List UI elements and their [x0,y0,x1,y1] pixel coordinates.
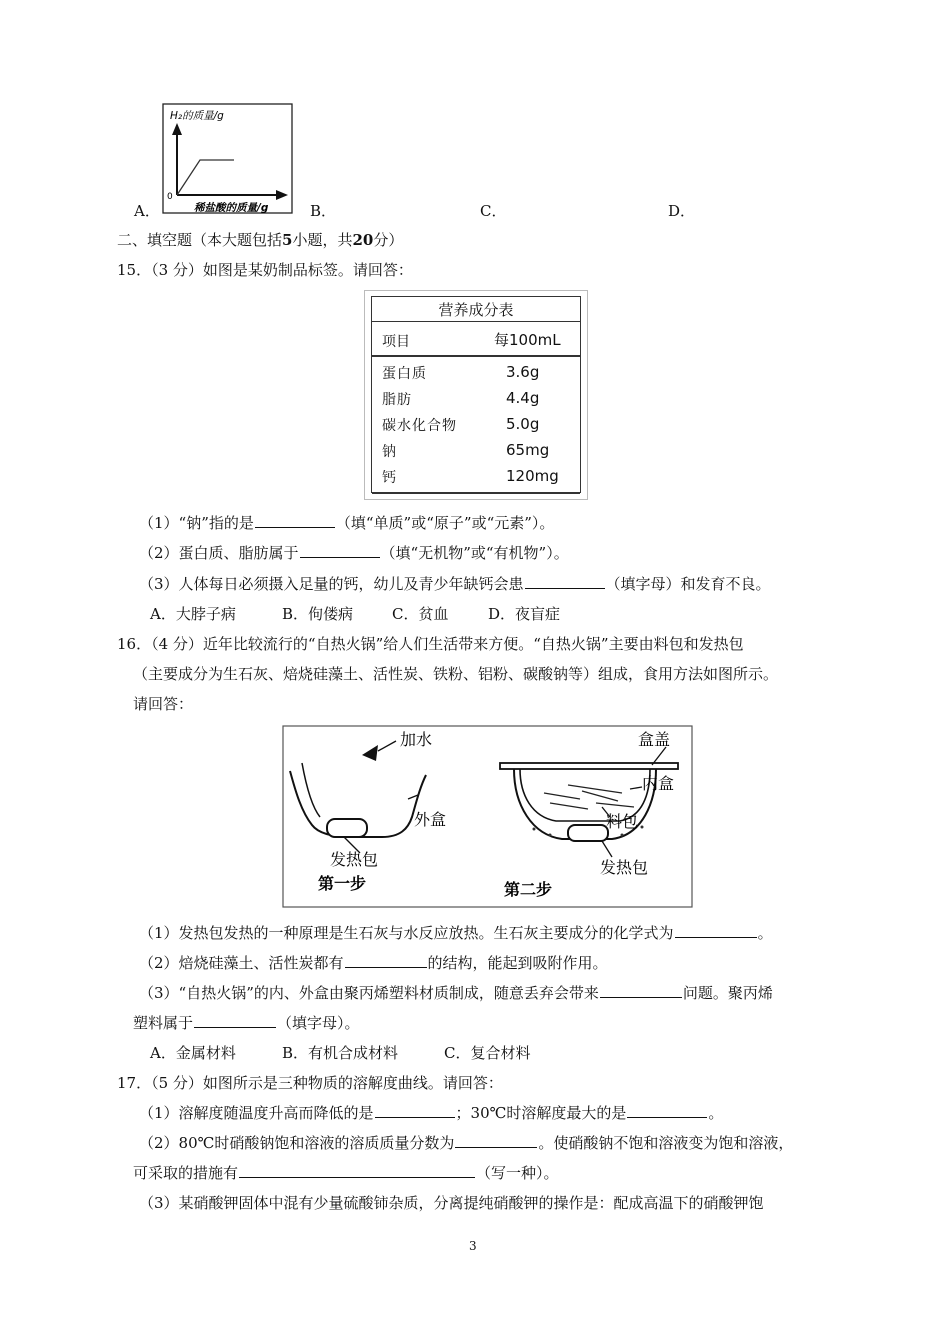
q15-s1: （1）“钠”指的是 （填“单质”或“原子”或“元素”）。 [139,514,555,532]
q15-stem: 15．（3 分）如图是某奶制品标签。请回答： [117,261,413,279]
label-food-pack: 料包 [606,812,639,831]
q17-stem: 17．（5 分）如图所示是三种物质的溶解度曲线。请回答： [117,1074,503,1092]
nutrition-row-value: 3.6g [506,363,540,381]
option-d-label: D． [668,202,696,220]
q16-stem-1: 16．（4 分）近年比较流行的“自热火锅”给人们生活带来方便。“自热火锅”主要由料包和发热包 [117,635,744,653]
nutrition-header-item: 项目 [382,334,410,350]
nutrition-row-name: 脂肪 [382,392,412,408]
label-outer-box: 外盒 [414,810,447,829]
q15-s2: （2）蛋白质、脂肪属于 （填“无机物”或“有机物”）。 [139,544,569,562]
nutrition-header-amount: 每100mL [494,331,561,349]
q16-s2: （2）焙烧硅藻土、活性炭都有 的结构，能起到吸附作用。 [139,954,608,972]
q16-s3: （3）“自热火锅”的内、外盒由聚丙烯塑料材质制成，随意丢弃会带来 问题。聚丙烯 [139,984,773,1002]
nutrition-row-value: 5.0g [506,415,540,433]
label-heat-pack-2: 发热包 [600,858,649,877]
q16-option-a: A．金属材料 [150,1044,236,1062]
label-lid: 盒盖 [638,730,671,749]
nutrition-row-value: 4.4g [506,389,540,407]
option-b-label: B． [310,202,337,220]
q16-option-c: C．复合材料 [444,1044,531,1062]
label-heat-pack-1: 发热包 [330,850,379,869]
q15-option-d: D．夜盲症 [488,605,561,623]
q16-stem-2: （主要成分为生石灰、焙烧硅藻土、活性炭、铁粉、铝粉、碳酸钠等）组成，食用方法如图所示。 [133,665,779,683]
q17-s3: （3）某硝酸钾固体中混有少量硫酸铈杂质，分离提纯硝酸钾的操作是：配成高温下的硝酸钾饱 [139,1194,764,1212]
label-add-water: 加水 [400,730,433,749]
q16-option-b: B．有机合成材料 [282,1044,399,1062]
label-inner-box: 内盒 [642,774,675,793]
nutrition-row-value: 65mg [506,441,550,459]
hotpot-figure [282,725,694,913]
graph-a-xlabel: 稀盐酸的质量/g [194,202,269,214]
q15-option-c: C．贫血 [392,605,449,623]
q16-stem-3: 请回答： [133,695,194,713]
q15-option-a: A．大脖子病 [150,605,236,623]
section-heading: 二、填空题（本大题包括5小题，共20分） [117,231,404,249]
q17-s2: （2）80℃时硝酸钠饱和溶液的溶质质量分数为 。使硝酸钠不饱和溶液变为饱和溶液， [139,1134,794,1152]
q16-s3-cont: 塑料属于 （填字母）。 [133,1014,360,1032]
nutrition-row-name: 碳水化合物 [382,418,457,434]
q17-s1: （1）溶解度随温度升高而降低的是 ；30℃时溶解度最大的是 。 [139,1104,724,1122]
page-number: 3 [469,1239,477,1253]
graph-a [162,103,294,219]
nutrition-row-name: 蛋白质 [382,366,427,382]
label-step-1: 第一步 [318,874,367,893]
nutrition-row-name: 钠 [382,444,397,460]
label-step-2: 第二步 [504,880,553,899]
graph-a-origin: 0 [167,192,173,202]
option-c-label: C． [480,202,507,220]
nutrition-label [364,290,588,500]
q15-s3: （3）人体每日必须摄入足量的钙，幼儿及青少年缺钙会患 （填字母）和发育不良。 [139,575,771,593]
q17-s2-cont: 可采取的措施有 （写一种）。 [133,1164,559,1182]
nutrition-row-value: 120mg [506,467,559,485]
q16-s1: （1）发热包发热的一种原理是生石灰与水反应放热。生石灰主要成分的化学式为 。 [139,924,773,942]
option-a-label: A． [134,202,160,220]
nutrition-title: 营养成分表 [438,301,514,319]
nutrition-row-name: 钙 [382,470,397,486]
graph-a-ylabel: H₂的质量/g [170,110,224,122]
q15-option-b: B．佝偻病 [282,605,354,623]
